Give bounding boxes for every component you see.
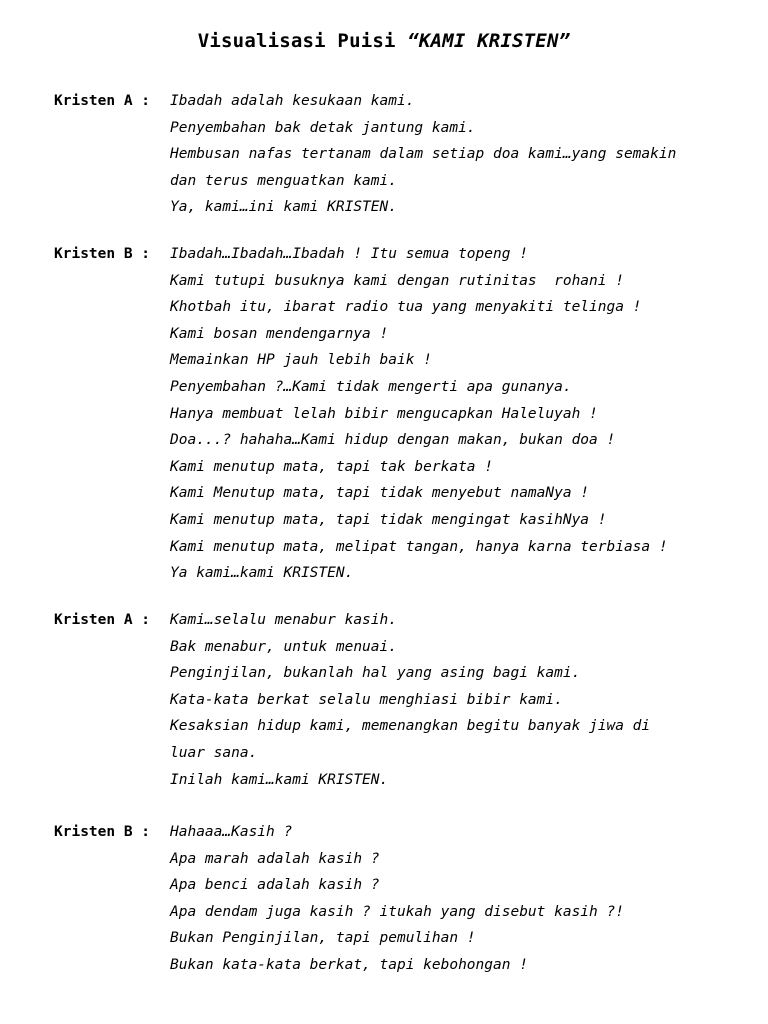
poem-line: Penyembahan ?…Kami tidak mengerti apa gunanya. (170, 378, 572, 395)
poem-line: Penyembahan bak detak jantung kami. (170, 119, 476, 136)
poem-line: Inilah kami…kami KRISTEN. (170, 771, 389, 788)
poem-line: Apa benci adalah kasih ? (170, 877, 380, 894)
stanza-lines (170, 819, 768, 979)
poem-line: Kata-kata berkat selalu menghiasi bibir kami. (170, 691, 563, 708)
poem-line: Bukan Penginjilan, tapi pemulihan ! (170, 930, 476, 947)
stanza-lines (170, 607, 768, 793)
speaker-label: Kristen B : (54, 246, 151, 262)
poem-line: Kesaksian hidup kami, memenangkan begitu banyak jiwa di (170, 718, 651, 735)
poem-line: Hanya membuat lelah bibir mengucapkan Haleluyah ! (170, 405, 598, 422)
poem-line: luar sana. (170, 744, 258, 761)
poem-line: Kami menutup mata, tapi tidak mengingat kasihNya ! (170, 511, 607, 528)
poem-line: Memainkan HP jauh lebih baik ! (170, 352, 432, 369)
poem-line: Bukan kata-kata berkat, tapi kebohongan ! (170, 956, 528, 973)
speaker-label: Kristen A : (54, 93, 151, 109)
poem-line: Kami…selalu menabur kasih. (170, 612, 397, 628)
poem-line: Ya kami…kami KRISTEN. (170, 565, 354, 582)
stanza-lines (170, 241, 768, 587)
poem-line: Kami bosan mendengarnya ! (170, 325, 389, 342)
poem-line: Ibadah…Ibadah…Ibadah ! Itu semua topeng ! (170, 246, 528, 262)
poem-line: Kami tutupi busuknya kami dengan rutinitas rohani ! (170, 272, 624, 289)
poem-line: Doa...? hahaha…Kami hidup dengan makan, bukan doa ! (170, 432, 616, 449)
poem-line: Bak menabur, untuk menuai. (170, 638, 397, 655)
poem-line: Ibadah adalah kesukaan kami. (170, 93, 415, 109)
poem-line: Ya, kami…ini kami KRISTEN. (170, 199, 397, 216)
poem-line: Kami Menutup mata, tapi tidak menyebut namaNya ! (170, 485, 590, 502)
poem-line: Hembusan nafas tertanam dalam setiap doa kami…yang semakin (170, 146, 677, 163)
title-poem-name: “KAMI KRISTEN” (407, 30, 571, 52)
page-title (0, 30, 768, 52)
speaker-label: Kristen A : (54, 612, 151, 628)
poem-line: dan terus menguatkan kami. (170, 172, 397, 189)
stanza-lines (170, 88, 768, 221)
poem-line: Hahaaa…Kasih ? (170, 824, 293, 840)
poem-line: Apa dendam juga kasih ? itukah yang disebut kasih ?! (170, 903, 624, 920)
poem-line: Penginjilan, bukanlah hal yang asing bagi kami. (170, 665, 581, 682)
poem-line: Kami menutup mata, tapi tak berkata ! (170, 458, 494, 475)
poem-line: Apa marah adalah kasih ? (170, 850, 380, 867)
speaker-label: Kristen B : (54, 824, 151, 840)
poem-line: Khotbah itu, ibarat radio tua yang menyakiti telinga ! (170, 299, 642, 316)
poem-line: Kami menutup mata, melipat tangan, hanya karna terbiasa ! (170, 538, 668, 555)
title-prefix: Visualisasi Puisi (197, 30, 408, 52)
